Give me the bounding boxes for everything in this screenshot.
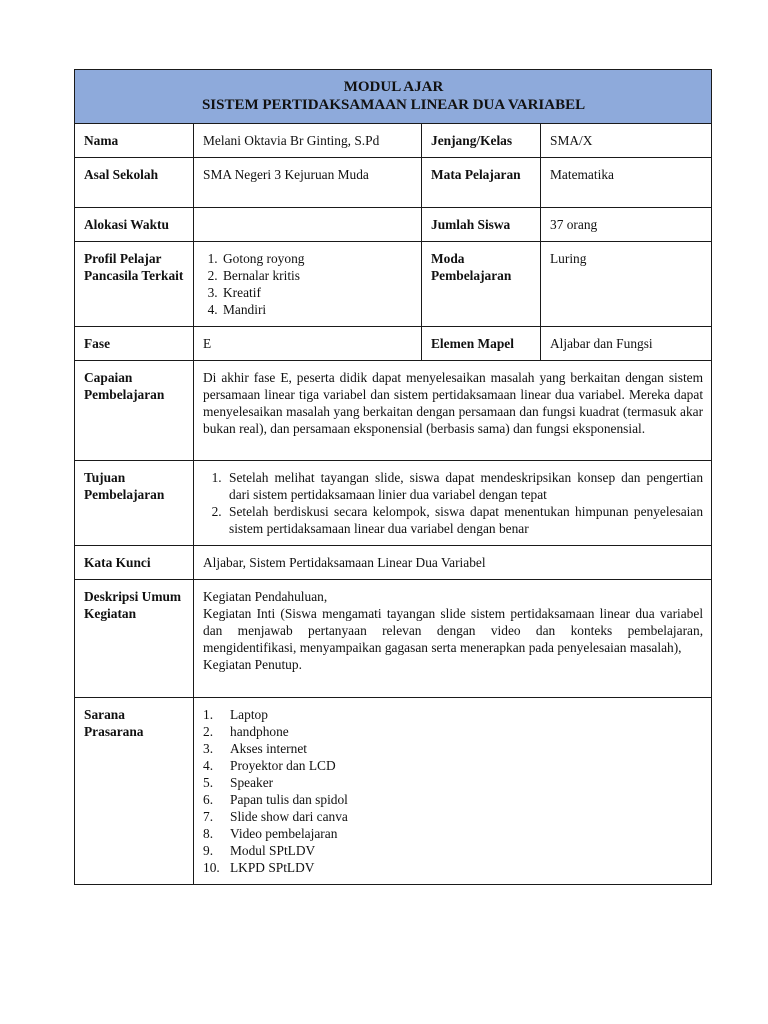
row-nama	[75, 124, 712, 158]
list-number: 3.	[203, 741, 214, 756]
list-text: Slide show dari canva	[230, 809, 348, 824]
list-text: Video pembelajaran	[230, 826, 338, 841]
value-deskripsi-umum-kegiatan	[194, 580, 712, 698]
row-alokasi-waktu	[75, 208, 712, 242]
list-text: Papan tulis dan spidol	[230, 792, 348, 807]
value-kata-kunci: Aljabar, Sistem Pertidaksamaan Linear Dua Variabel	[194, 546, 712, 580]
value-nama: Melani Oktavia Br Ginting, S.Pd	[194, 124, 422, 158]
value-fase: E	[194, 327, 422, 361]
value-sarana-prasarana	[194, 698, 712, 885]
list-number: 9.	[203, 843, 214, 858]
label-alokasi-waktu: Alokasi Waktu	[75, 208, 194, 242]
label-deskripsi-umum-kegiatan: Deskripsi Umum Kegiatan	[75, 580, 194, 698]
list-item	[203, 757, 703, 774]
list-item	[203, 859, 703, 876]
kegiatan-inti: Kegiatan Inti (Siswa mengamati tayangan slide sistem pertidaksamaan linear dua variabel dan menjawab pertanyaan relevan dengan video dan konteks pembelajaran, mengidentifikasi, menyampaikan gagasan serta menerapkan pada penyelesaian masalah),	[203, 606, 704, 655]
document-title: MODUL AJAR	[343, 79, 444, 95]
value-tujuan-pembelajaran	[194, 461, 712, 546]
list-number: 8.	[203, 826, 214, 841]
value-jumlah-siswa: 37 orang	[541, 208, 712, 242]
row-capaian	[75, 361, 712, 461]
header-row	[75, 70, 712, 124]
label-sarana-prasarana: Sarana Prasarana	[75, 698, 194, 885]
list-number: 5.	[203, 775, 214, 790]
row-kata-kunci	[75, 546, 712, 580]
document-subtitle: SISTEM PERTIDAKSAMAAN LINEAR DUA VARIABEL	[201, 97, 586, 113]
list-item	[203, 740, 703, 757]
value-elemen-mapel: Aljabar dan Fungsi	[541, 327, 712, 361]
list-text: Akses internet	[230, 741, 307, 756]
tujuan-list	[203, 469, 703, 537]
list-item: 4. Mandiri	[221, 301, 413, 318]
list-number: 1.	[203, 707, 214, 722]
list-item: 1. Setelah melihat tayangan slide, siswa dapat mendeskripsikan konsep dan pengertian dari sistem pertidaksamaan linier dua variabel dengan tepat	[225, 469, 703, 503]
label-jumlah-siswa: Jumlah Siswa	[422, 208, 541, 242]
row-sarana	[75, 698, 712, 885]
row-asal-sekolah	[75, 158, 712, 208]
label-profil-pelajar: Profil Pelajar Pancasila Terkait	[75, 242, 194, 327]
label-capaian-pembelajaran: Capaian Pembelajaran	[75, 361, 194, 461]
list-text: Laptop	[230, 707, 268, 722]
value-capaian-pembelajaran: Di akhir fase E, peserta didik dapat menyelesaikan masalah yang berkaitan dengan sistem persamaan linear tiga variabel dan sistem pertidaksamaan linear dua variabel. Mereka dapat menyelesaikan masalah yang berkaitan dengan persamaan dan fungsi kuadrat (termasuk akar bukan real), dan persamaan eksponensial (berbasis sama) dan fungsi eksponensial.	[194, 361, 712, 461]
list-item: 1. Gotong royong	[221, 250, 413, 267]
list-text: LKPD SPtLDV	[230, 860, 315, 875]
value-moda-pembelajaran: Luring	[541, 242, 712, 327]
list-number: 7.	[203, 809, 214, 824]
label-jenjang-kelas: Jenjang/Kelas	[422, 124, 541, 158]
list-item	[203, 808, 703, 825]
list-text: Proyektor dan LCD	[230, 758, 336, 773]
label-mata-pelajaran: Mata Pelajaran	[422, 158, 541, 208]
list-item	[203, 723, 703, 740]
list-text: Speaker	[230, 775, 274, 790]
profil-list	[203, 250, 413, 318]
value-asal-sekolah: SMA Negeri 3 Kejuruan Muda	[194, 158, 422, 208]
label-asal-sekolah: Asal Sekolah	[75, 158, 194, 208]
value-mata-pelajaran: Matematika	[541, 158, 712, 208]
label-moda-pembelajaran: Moda Pembelajaran	[422, 242, 541, 327]
label-tujuan-pembelajaran: Tujuan Pembelajaran	[75, 461, 194, 546]
value-profil-pelajar	[194, 242, 422, 327]
list-number: 2.	[203, 724, 214, 739]
list-text: handphone	[230, 724, 289, 739]
list-number: 10.	[203, 860, 220, 875]
list-item	[203, 791, 703, 808]
list-item	[203, 774, 703, 791]
list-item: 2. Bernalar kritis	[221, 267, 413, 284]
document-header	[75, 70, 712, 124]
list-item: 2. Setelah berdiskusi secara kelompok, siswa dapat menentukan himpunan penyelesaian sistem pertidaksamaan linear dua variabel dengan benar	[225, 503, 703, 537]
label-elemen-mapel: Elemen Mapel	[422, 327, 541, 361]
kegiatan-penutup: Kegiatan Penutup.	[203, 657, 302, 672]
list-number: 4.	[203, 758, 214, 773]
list-item	[203, 842, 703, 859]
row-tujuan	[75, 461, 712, 546]
value-jenjang-kelas: SMA/X	[541, 124, 712, 158]
row-profil-pelajar	[75, 242, 712, 327]
list-item	[203, 825, 703, 842]
label-kata-kunci: Kata Kunci	[75, 546, 194, 580]
kegiatan-pendahuluan: Kegiatan Pendahuluan,	[203, 589, 328, 604]
list-item: 3. Kreatif	[221, 284, 413, 301]
row-fase	[75, 327, 712, 361]
modul-ajar-table	[74, 69, 712, 885]
list-text: Modul SPtLDV	[230, 843, 316, 858]
sarana-list	[203, 706, 703, 876]
modul-ajar-document	[74, 69, 711, 885]
row-deskripsi	[75, 580, 712, 698]
label-nama: Nama	[75, 124, 194, 158]
list-number: 6.	[203, 792, 214, 807]
list-item	[203, 706, 703, 723]
value-alokasi-waktu	[194, 208, 422, 242]
label-fase: Fase	[75, 327, 194, 361]
